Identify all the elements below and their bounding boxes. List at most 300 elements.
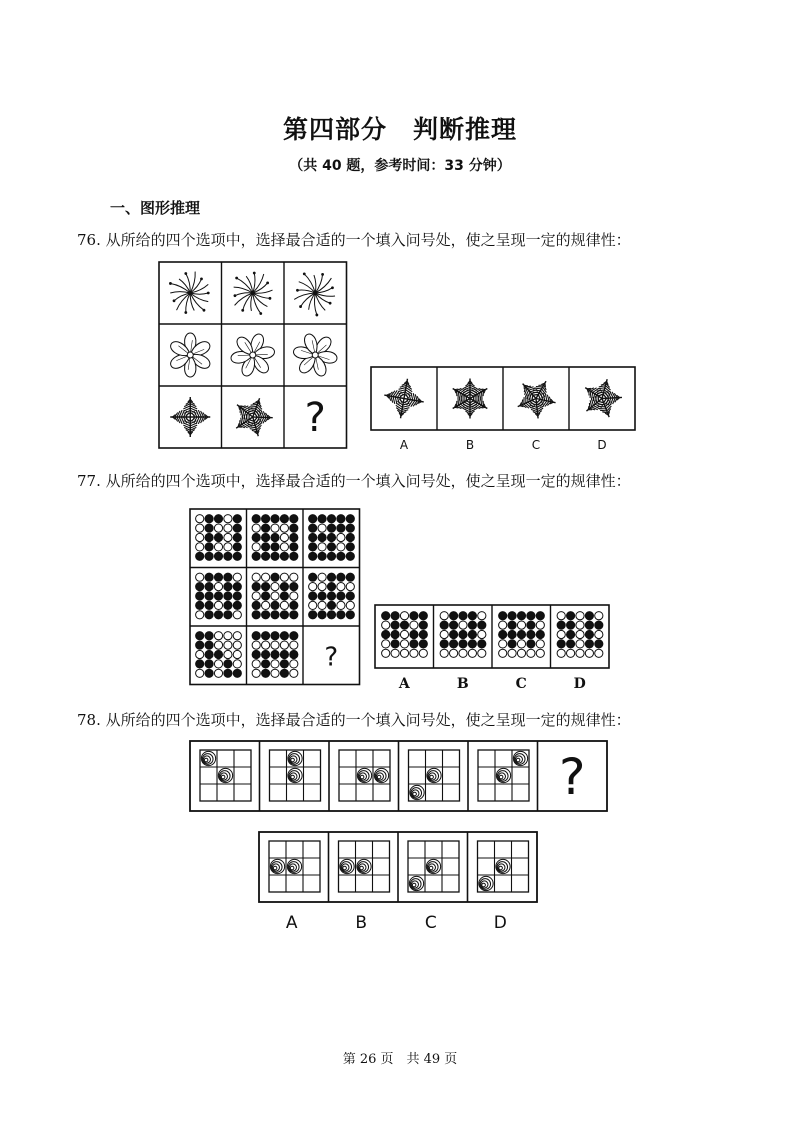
filled-dot (205, 524, 213, 532)
filled-dot (468, 612, 476, 620)
spiral-figure (496, 768, 510, 782)
option-label: B (465, 438, 475, 452)
empty-dot (280, 641, 288, 649)
empty-dot (459, 649, 467, 657)
filled-dot (382, 630, 390, 638)
filled-dot (205, 650, 213, 658)
firework-figure (234, 272, 273, 315)
filled-dot (233, 583, 241, 591)
empty-dot (262, 601, 270, 609)
filled-dot (585, 621, 593, 629)
filled-dot (346, 611, 354, 619)
filled-dot (205, 543, 213, 551)
empty-dot (280, 543, 288, 551)
filled-dot (318, 533, 326, 541)
spiral-figure (357, 859, 371, 873)
filled-dot (595, 640, 603, 648)
option-label: D (597, 438, 607, 452)
empty-dot (595, 630, 603, 638)
filled-dot (262, 592, 270, 600)
filled-dot (224, 592, 232, 600)
empty-dot (214, 669, 222, 677)
empty-dot (290, 669, 298, 677)
filled-dot (214, 552, 222, 560)
filled-dot (346, 573, 354, 581)
filled-dot (517, 630, 525, 638)
question-76-options (371, 367, 635, 452)
filled-dot (280, 552, 288, 560)
dot-pattern (309, 573, 355, 619)
spiral-figure (288, 751, 302, 765)
filled-dot (262, 543, 270, 551)
mini-grid (478, 750, 529, 801)
filled-dot (440, 621, 448, 629)
filled-dot (252, 515, 260, 523)
empty-dot (252, 524, 260, 532)
filled-dot (557, 640, 565, 648)
filled-dot (262, 650, 270, 658)
leaf-figure (508, 371, 565, 427)
dot-pattern (440, 612, 486, 658)
filled-dot (382, 612, 390, 620)
option-label: A (285, 913, 298, 933)
spiral-figure (201, 751, 215, 765)
filled-dot (557, 621, 565, 629)
filled-dot (391, 621, 399, 629)
filled-dot (271, 650, 279, 658)
filled-dot (527, 612, 535, 620)
dot-pattern (557, 612, 603, 658)
filled-dot (271, 611, 279, 619)
filled-dot (271, 601, 279, 609)
empty-dot (382, 640, 390, 648)
empty-dot (478, 649, 486, 657)
mini-grid (408, 841, 459, 892)
filled-dot (536, 612, 544, 620)
empty-dot (196, 524, 204, 532)
option-label: B (355, 913, 368, 933)
filled-dot (327, 533, 335, 541)
empty-dot (576, 621, 584, 629)
filled-dot (309, 592, 317, 600)
empty-dot (262, 573, 270, 581)
filled-dot (309, 515, 317, 523)
filled-dot (595, 621, 603, 629)
spiral-figure (409, 876, 423, 890)
filled-dot (280, 669, 288, 677)
leaf-figure (381, 375, 427, 421)
empty-dot (224, 533, 232, 541)
filled-dot (309, 552, 317, 560)
leaf-figure (170, 397, 210, 437)
empty-dot (262, 641, 270, 649)
empty-dot (224, 524, 232, 532)
filled-dot (224, 583, 232, 591)
dot-pattern (499, 612, 545, 658)
empty-dot (318, 543, 326, 551)
empty-dot (576, 630, 584, 638)
filled-dot (508, 640, 516, 648)
dot-pattern (252, 515, 298, 561)
empty-dot (233, 632, 241, 640)
filled-dot (205, 573, 213, 581)
filled-dot (327, 573, 335, 581)
filled-dot (419, 621, 427, 629)
empty-dot (271, 660, 279, 668)
filled-dot (205, 601, 213, 609)
filled-dot (224, 552, 232, 560)
filled-dot (290, 543, 298, 551)
filled-dot (205, 533, 213, 541)
filled-dot (252, 601, 260, 609)
filled-dot (337, 524, 345, 532)
empty-dot (290, 641, 298, 649)
filled-dot (224, 601, 232, 609)
filled-dot (327, 515, 335, 523)
empty-dot (233, 573, 241, 581)
filled-dot (280, 650, 288, 658)
spiral-figure (410, 785, 424, 799)
filled-dot (262, 552, 270, 560)
page-title: 第四部分 判断推理 (282, 115, 517, 144)
filled-dot (224, 669, 232, 677)
filled-dot (327, 592, 335, 600)
empty-dot (196, 533, 204, 541)
filled-dot (280, 515, 288, 523)
filled-dot (262, 583, 270, 591)
empty-dot (400, 640, 408, 648)
flower-figure (284, 324, 346, 386)
filled-dot (290, 650, 298, 658)
leaf-figure (226, 391, 280, 443)
filled-dot (419, 612, 427, 620)
filled-dot (567, 612, 575, 620)
empty-dot (410, 621, 418, 629)
empty-dot (585, 649, 593, 657)
empty-dot (557, 612, 565, 620)
empty-dot (290, 573, 298, 581)
empty-dot (410, 649, 418, 657)
filled-dot (508, 612, 516, 620)
empty-dot (508, 649, 516, 657)
filled-dot (233, 515, 241, 523)
filled-dot (419, 640, 427, 648)
filled-dot (196, 552, 204, 560)
empty-dot (252, 592, 260, 600)
filled-dot (309, 573, 317, 581)
mini-grid (478, 841, 529, 892)
filled-dot (346, 592, 354, 600)
filled-dot (262, 611, 270, 619)
filled-dot (346, 533, 354, 541)
filled-dot (205, 641, 213, 649)
empty-dot (400, 630, 408, 638)
question-mark: ? (304, 395, 326, 441)
filled-dot (468, 621, 476, 629)
empty-dot (196, 650, 204, 658)
question-mark: ? (324, 642, 339, 673)
dot-pattern (309, 515, 355, 561)
empty-dot (214, 632, 222, 640)
filled-dot (327, 524, 335, 532)
filled-dot (337, 515, 345, 523)
leaf-figure (576, 374, 627, 424)
empty-dot (252, 660, 260, 668)
filled-dot (567, 640, 575, 648)
spiral-figure (513, 751, 527, 765)
filled-dot (280, 592, 288, 600)
option-label: A (398, 676, 410, 692)
leaf-figure (449, 379, 491, 419)
empty-dot (440, 612, 448, 620)
filled-dot (391, 640, 399, 648)
empty-dot (536, 621, 544, 629)
filled-dot (224, 660, 232, 668)
empty-dot (224, 641, 232, 649)
empty-dot (280, 524, 288, 532)
filled-dot (309, 524, 317, 532)
empty-dot (214, 641, 222, 649)
filled-dot (468, 640, 476, 648)
filled-dot (346, 524, 354, 532)
filled-dot (391, 612, 399, 620)
empty-dot (478, 612, 486, 620)
filled-dot (205, 552, 213, 560)
filled-dot (252, 533, 260, 541)
empty-dot (557, 649, 565, 657)
spiral-figure (288, 768, 302, 782)
filled-dot (262, 632, 270, 640)
filled-dot (318, 592, 326, 600)
question-76-grid (159, 262, 347, 448)
filled-dot (252, 552, 260, 560)
option-label: C (515, 676, 527, 692)
filled-dot (196, 641, 204, 649)
empty-dot (440, 649, 448, 657)
filled-dot (499, 630, 507, 638)
empty-dot (595, 649, 603, 657)
filled-dot (400, 621, 408, 629)
filled-dot (280, 632, 288, 640)
empty-dot (214, 660, 222, 668)
empty-dot (290, 660, 298, 668)
filled-dot (233, 533, 241, 541)
empty-dot (233, 660, 241, 668)
spiral-figure (287, 859, 301, 873)
empty-dot (527, 649, 535, 657)
filled-dot (478, 621, 486, 629)
question-78-sequence (190, 741, 607, 811)
filled-dot (327, 601, 335, 609)
filled-dot (346, 543, 354, 551)
filled-dot (327, 543, 335, 551)
filled-dot (290, 552, 298, 560)
filled-dot (290, 601, 298, 609)
flower-figure (168, 333, 212, 377)
filled-dot (214, 573, 222, 581)
dot-pattern (196, 573, 242, 619)
filled-dot (459, 612, 467, 620)
question-78-options (259, 832, 537, 933)
empty-dot (576, 612, 584, 620)
empty-dot (271, 592, 279, 600)
filled-dot (196, 583, 204, 591)
filled-dot (567, 630, 575, 638)
filled-dot (410, 640, 418, 648)
empty-dot (595, 612, 603, 620)
filled-dot (214, 515, 222, 523)
empty-dot (382, 649, 390, 657)
filled-dot (262, 660, 270, 668)
mini-grid (200, 750, 251, 801)
empty-dot (224, 632, 232, 640)
question-mark: ? (558, 748, 586, 806)
filled-dot (196, 601, 204, 609)
filled-dot (271, 632, 279, 640)
filled-dot (337, 592, 345, 600)
empty-dot (499, 621, 507, 629)
filled-dot (585, 640, 593, 648)
empty-dot (271, 583, 279, 591)
filled-dot (205, 669, 213, 677)
filled-dot (205, 660, 213, 668)
empty-dot (576, 649, 584, 657)
mini-grid (339, 841, 390, 892)
spiral-figure (340, 859, 354, 873)
question-77-options (375, 605, 609, 692)
filled-dot (585, 630, 593, 638)
empty-dot (280, 601, 288, 609)
filled-dot (536, 630, 544, 638)
question-77-grid (190, 509, 360, 685)
filled-dot (205, 611, 213, 619)
empty-dot (214, 583, 222, 591)
empty-dot (290, 592, 298, 600)
filled-dot (205, 583, 213, 591)
filled-dot (271, 543, 279, 551)
filled-dot (290, 515, 298, 523)
filled-dot (262, 524, 270, 532)
filled-dot (214, 650, 222, 658)
empty-dot (280, 533, 288, 541)
filled-dot (567, 621, 575, 629)
filled-dot (419, 630, 427, 638)
filled-dot (252, 632, 260, 640)
dot-pattern (196, 515, 242, 561)
empty-dot (252, 641, 260, 649)
empty-dot (233, 611, 241, 619)
empty-dot (337, 601, 345, 609)
filled-dot (280, 611, 288, 619)
filled-dot (410, 630, 418, 638)
spiral-figure (357, 768, 371, 782)
filled-dot (318, 552, 326, 560)
empty-dot (252, 669, 260, 677)
filled-dot (459, 630, 467, 638)
filled-dot (224, 611, 232, 619)
question-76-text: 76. 从所给的四个选项中，选择最合适的一个填入问号处，使之呈现一定的规律性： (77, 231, 631, 249)
filled-dot (233, 592, 241, 600)
filled-dot (271, 533, 279, 541)
filled-dot (450, 621, 458, 629)
empty-dot (450, 649, 458, 657)
filled-dot (318, 515, 326, 523)
filled-dot (337, 611, 345, 619)
dot-pattern (196, 632, 242, 678)
empty-dot (271, 669, 279, 677)
dot-pattern (252, 573, 298, 619)
empty-dot (224, 543, 232, 551)
filled-dot (290, 583, 298, 591)
empty-dot (224, 650, 232, 658)
filled-dot (271, 573, 279, 581)
empty-dot (280, 573, 288, 581)
empty-dot (271, 524, 279, 532)
mini-grid (339, 750, 390, 801)
spiral-figure (496, 859, 510, 873)
filled-dot (252, 583, 260, 591)
mini-grid (270, 750, 321, 801)
empty-dot (318, 601, 326, 609)
filled-dot (450, 630, 458, 638)
empty-dot (271, 641, 279, 649)
empty-dot (196, 573, 204, 581)
empty-dot (440, 630, 448, 638)
filled-dot (262, 669, 270, 677)
empty-dot (214, 524, 222, 532)
filled-dot (527, 630, 535, 638)
empty-dot (346, 601, 354, 609)
empty-dot (196, 669, 204, 677)
filled-dot (290, 524, 298, 532)
filled-dot (527, 640, 535, 648)
spiral-figure (374, 768, 388, 782)
page-subtitle: （共 40 题，参考时间：33 分钟） (289, 158, 511, 174)
filled-dot (346, 515, 354, 523)
empty-dot (391, 649, 399, 657)
question-78-text: 78. 从所给的四个选项中，选择最合适的一个填入问号处，使之呈现一定的规律性： (77, 711, 631, 729)
empty-dot (309, 601, 317, 609)
option-label: C (531, 438, 541, 452)
filled-dot (327, 611, 335, 619)
filled-dot (468, 630, 476, 638)
filled-dot (290, 533, 298, 541)
filled-dot (327, 552, 335, 560)
filled-dot (280, 660, 288, 668)
filled-dot (252, 650, 260, 658)
filled-dot (337, 552, 345, 560)
filled-dot (585, 612, 593, 620)
filled-dot (327, 583, 335, 591)
filled-dot (214, 533, 222, 541)
filled-dot (410, 612, 418, 620)
filled-dot (224, 573, 232, 581)
empty-dot (214, 601, 222, 609)
filled-dot (391, 630, 399, 638)
filled-dot (478, 640, 486, 648)
empty-dot (233, 650, 241, 658)
empty-dot (419, 649, 427, 657)
filled-dot (214, 592, 222, 600)
filled-dot (205, 592, 213, 600)
empty-dot (517, 649, 525, 657)
filled-dot (318, 611, 326, 619)
flower-figure (225, 327, 281, 383)
empty-dot (196, 515, 204, 523)
filled-dot (196, 632, 204, 640)
dot-pattern (252, 632, 298, 678)
option-label: D (573, 676, 586, 692)
